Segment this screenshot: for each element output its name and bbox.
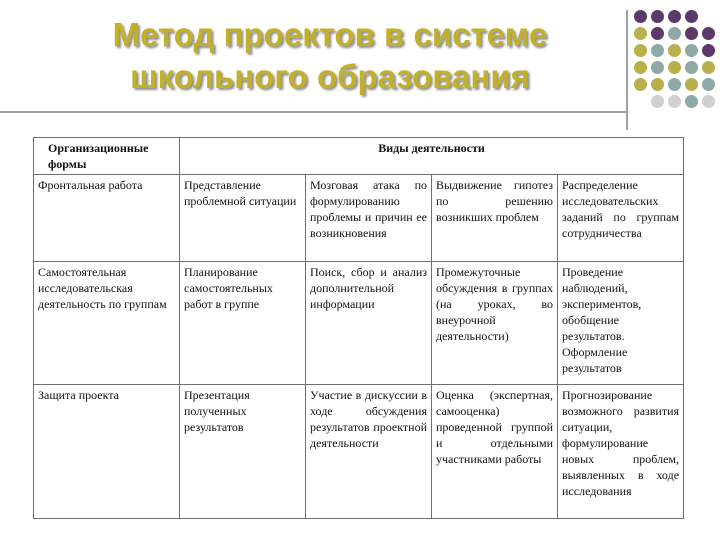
decor-dot xyxy=(702,27,715,40)
decor-dot xyxy=(668,78,681,91)
table-cell: Презентация полученных результатов xyxy=(180,385,306,519)
header-organizational-forms: Организационные формы xyxy=(34,138,180,175)
slide-title-line-1: Метод проектов в системе xyxy=(112,16,548,53)
decor-dot xyxy=(702,44,715,57)
table-cell-form: Защита проекта xyxy=(34,385,180,519)
slide-title xyxy=(40,14,620,98)
table-cell: Промежуточные обсуждения в группах (на уроках, во внеурочной деятельности) xyxy=(432,262,558,385)
table-cell: Выдвижение гипотез по решению возникших проблем xyxy=(432,175,558,262)
table-cell: Прогнозирование возможного развития ситуации, формулирование новых проблем, выявленных в ходе исследования xyxy=(558,385,684,519)
decor-dot xyxy=(702,61,715,74)
decor-dot xyxy=(685,61,698,74)
table-row xyxy=(34,385,684,519)
decor-dot xyxy=(651,10,664,23)
decorative-horizontal-line xyxy=(0,111,626,113)
header-activity-types: Виды деятельности xyxy=(180,138,684,175)
table-cell: Поиск, сбор и анализ дополнительной информации xyxy=(306,262,432,385)
decor-dot xyxy=(668,27,681,40)
decor-dot xyxy=(685,10,698,23)
decor-dot xyxy=(685,27,698,40)
decor-dot xyxy=(702,95,715,108)
decor-dot xyxy=(651,27,664,40)
table-cell: Мозговая атака по формулированию проблемы и причин ее возникновения xyxy=(306,175,432,262)
table-cell-form: Фронтальная работа xyxy=(34,175,180,262)
decor-dot xyxy=(702,78,715,91)
table-cell: Проведение наблюдений, экспериментов, обобщение результатов. Оформление результатов xyxy=(558,262,684,385)
table-cell: Распределение исследовательских заданий по группам сотрудничества xyxy=(558,175,684,262)
decor-dot xyxy=(651,44,664,57)
decor-dot xyxy=(634,44,647,57)
decor-dot xyxy=(685,44,698,57)
decor-dot xyxy=(651,95,664,108)
decor-dot xyxy=(634,78,647,91)
decor-dot xyxy=(668,95,681,108)
decor-dot xyxy=(634,61,647,74)
decor-dot xyxy=(685,95,698,108)
decor-dot xyxy=(668,44,681,57)
decorative-vertical-line xyxy=(626,10,628,130)
table-header-row xyxy=(34,138,684,175)
decor-dot xyxy=(651,78,664,91)
table-cell-form: Самостоятельная исследовательская деятельность по группам xyxy=(34,262,180,385)
decor-dot xyxy=(668,10,681,23)
table-cell: Планирование самостоятельных работ в группе xyxy=(180,262,306,385)
table-cell: Представление проблемной ситуации xyxy=(180,175,306,262)
table-cell: Оценка (экспертная, самооценка) проведенной группой и отдельными участниками работы xyxy=(432,385,558,519)
table-row xyxy=(34,175,684,262)
decor-dot xyxy=(651,61,664,74)
activities-table xyxy=(33,137,684,519)
slide-title-line-2: школьного образования xyxy=(130,58,530,95)
decor-dot xyxy=(634,10,647,23)
table-cell: Участие в дискуссии в ходе обсуждения результатов проектной деятельности xyxy=(306,385,432,519)
table-row xyxy=(34,262,684,385)
decor-dot xyxy=(668,61,681,74)
decorative-dot-grid xyxy=(634,10,718,120)
decor-dot xyxy=(634,27,647,40)
decor-dot xyxy=(685,78,698,91)
